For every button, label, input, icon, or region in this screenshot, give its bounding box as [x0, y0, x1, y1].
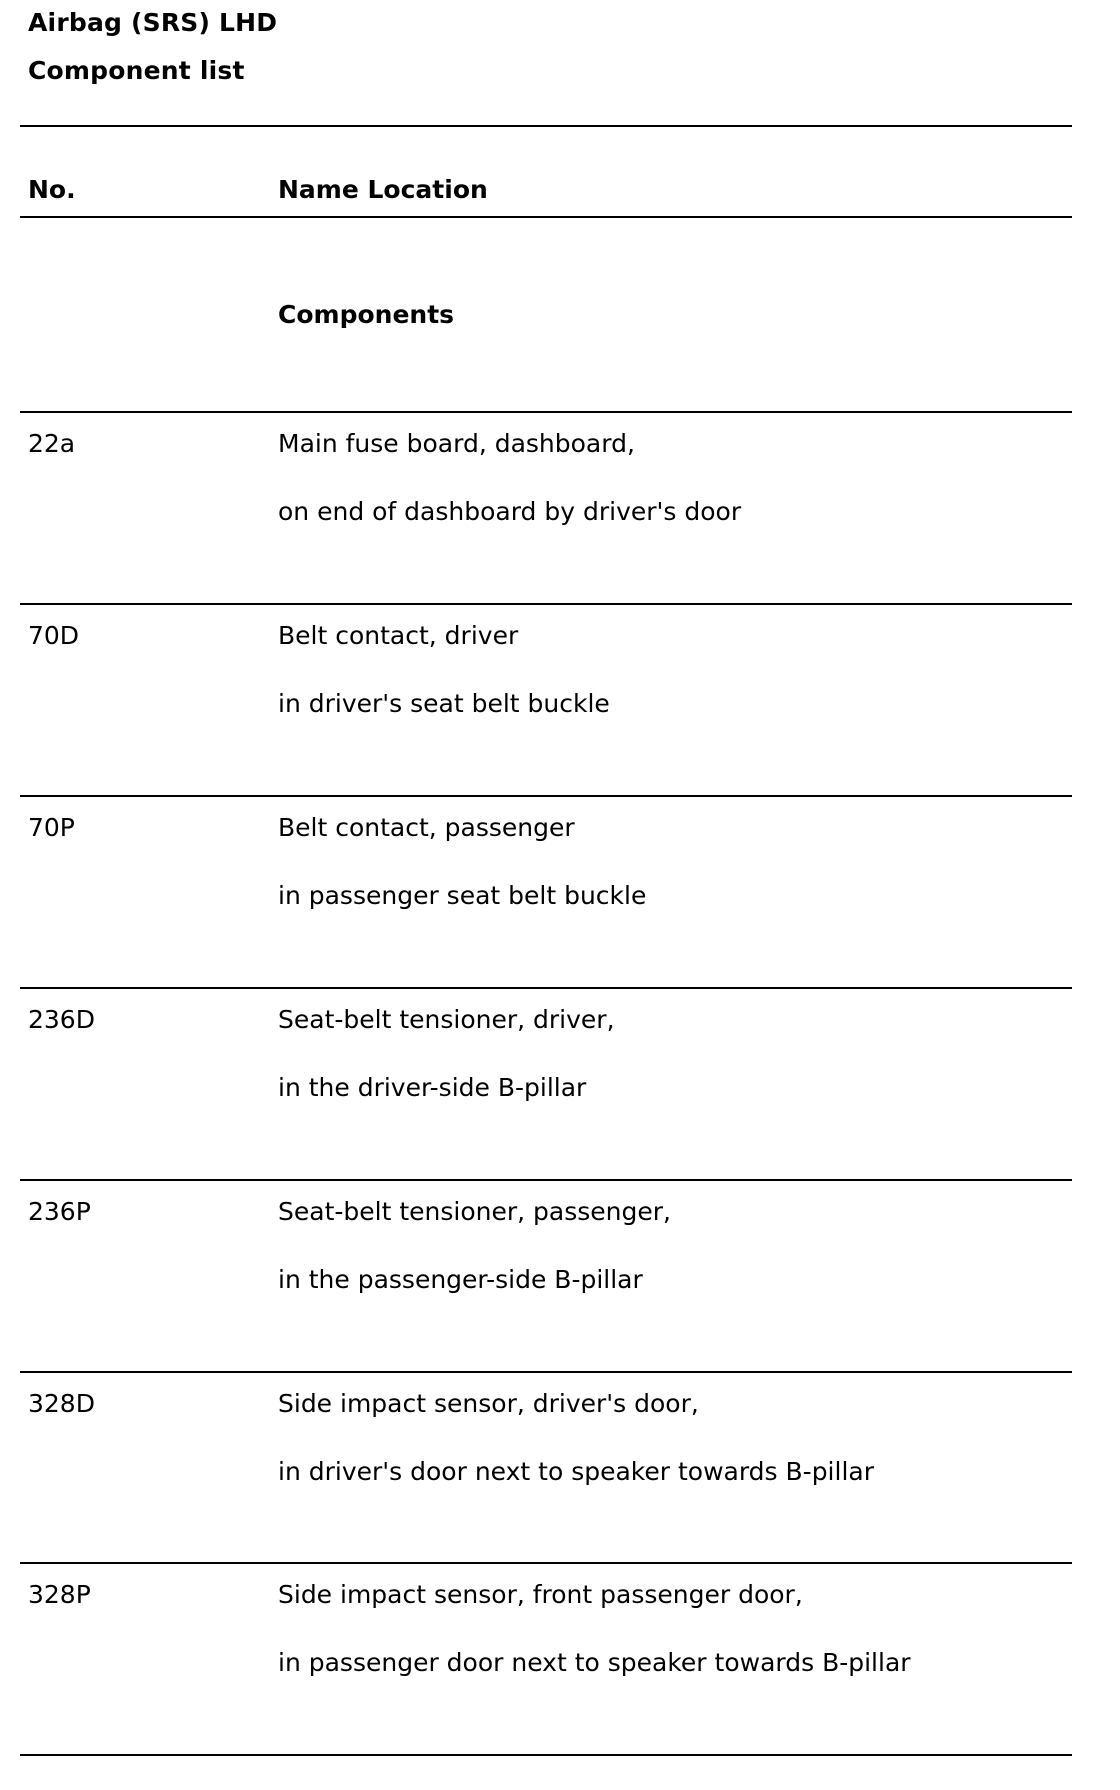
section-title: Components: [278, 300, 455, 329]
row-name: Seat-belt tensioner, passenger,: [278, 1197, 671, 1226]
row-number: 328D: [28, 1389, 95, 1418]
row-number: 70P: [28, 813, 75, 842]
row-divider: [20, 1179, 1072, 1181]
header-divider: [20, 216, 1072, 218]
row-location: in driver's seat belt buckle: [278, 689, 610, 718]
table-row: [20, 987, 1072, 1179]
row-number: 236D: [28, 1005, 95, 1034]
row-number: 328P: [28, 1580, 91, 1609]
row-name: Seat-belt tensioner, driver,: [278, 1005, 615, 1034]
row-number: 236P: [28, 1197, 91, 1226]
row-number: 22a: [28, 429, 76, 458]
row-divider: [20, 1371, 1072, 1373]
document-subtitle: Component list: [28, 56, 245, 85]
row-divider: [20, 795, 1072, 797]
table-row: [20, 1179, 1072, 1371]
row-number: 70D: [28, 621, 80, 650]
row-divider: [20, 987, 1072, 989]
row-name: Belt contact, driver: [278, 621, 519, 650]
column-header-name-location: Name Location: [278, 175, 488, 204]
document-title: Airbag (SRS) LHD: [28, 8, 278, 37]
row-name: Belt contact, passenger: [278, 813, 575, 842]
row-name: Side impact sensor, front passenger door,: [278, 1580, 803, 1609]
column-header-no: No.: [28, 175, 76, 204]
table-row: [20, 795, 1072, 987]
top-divider: [20, 125, 1072, 127]
row-location: in driver's door next to speaker towards B-pillar: [278, 1457, 874, 1486]
row-divider: [20, 603, 1072, 605]
row-location: in passenger seat belt buckle: [278, 881, 647, 910]
table-row: [20, 411, 1072, 603]
table-row: [20, 603, 1072, 795]
table-row: [20, 1371, 1072, 1563]
bottom-divider: [20, 1754, 1072, 1756]
row-divider: [20, 1562, 1072, 1564]
row-location: in passenger door next to speaker towards B-pillar: [278, 1648, 911, 1677]
row-location: on end of dashboard by driver's door: [278, 497, 742, 526]
row-name: Side impact sensor, driver's door,: [278, 1389, 699, 1418]
row-location: in the passenger-side B-pillar: [278, 1265, 643, 1294]
row-location: in the driver-side B-pillar: [278, 1073, 587, 1102]
row-divider: [20, 411, 1072, 413]
table-row: [20, 1562, 1072, 1754]
row-name: Main fuse board, dashboard,: [278, 429, 635, 458]
